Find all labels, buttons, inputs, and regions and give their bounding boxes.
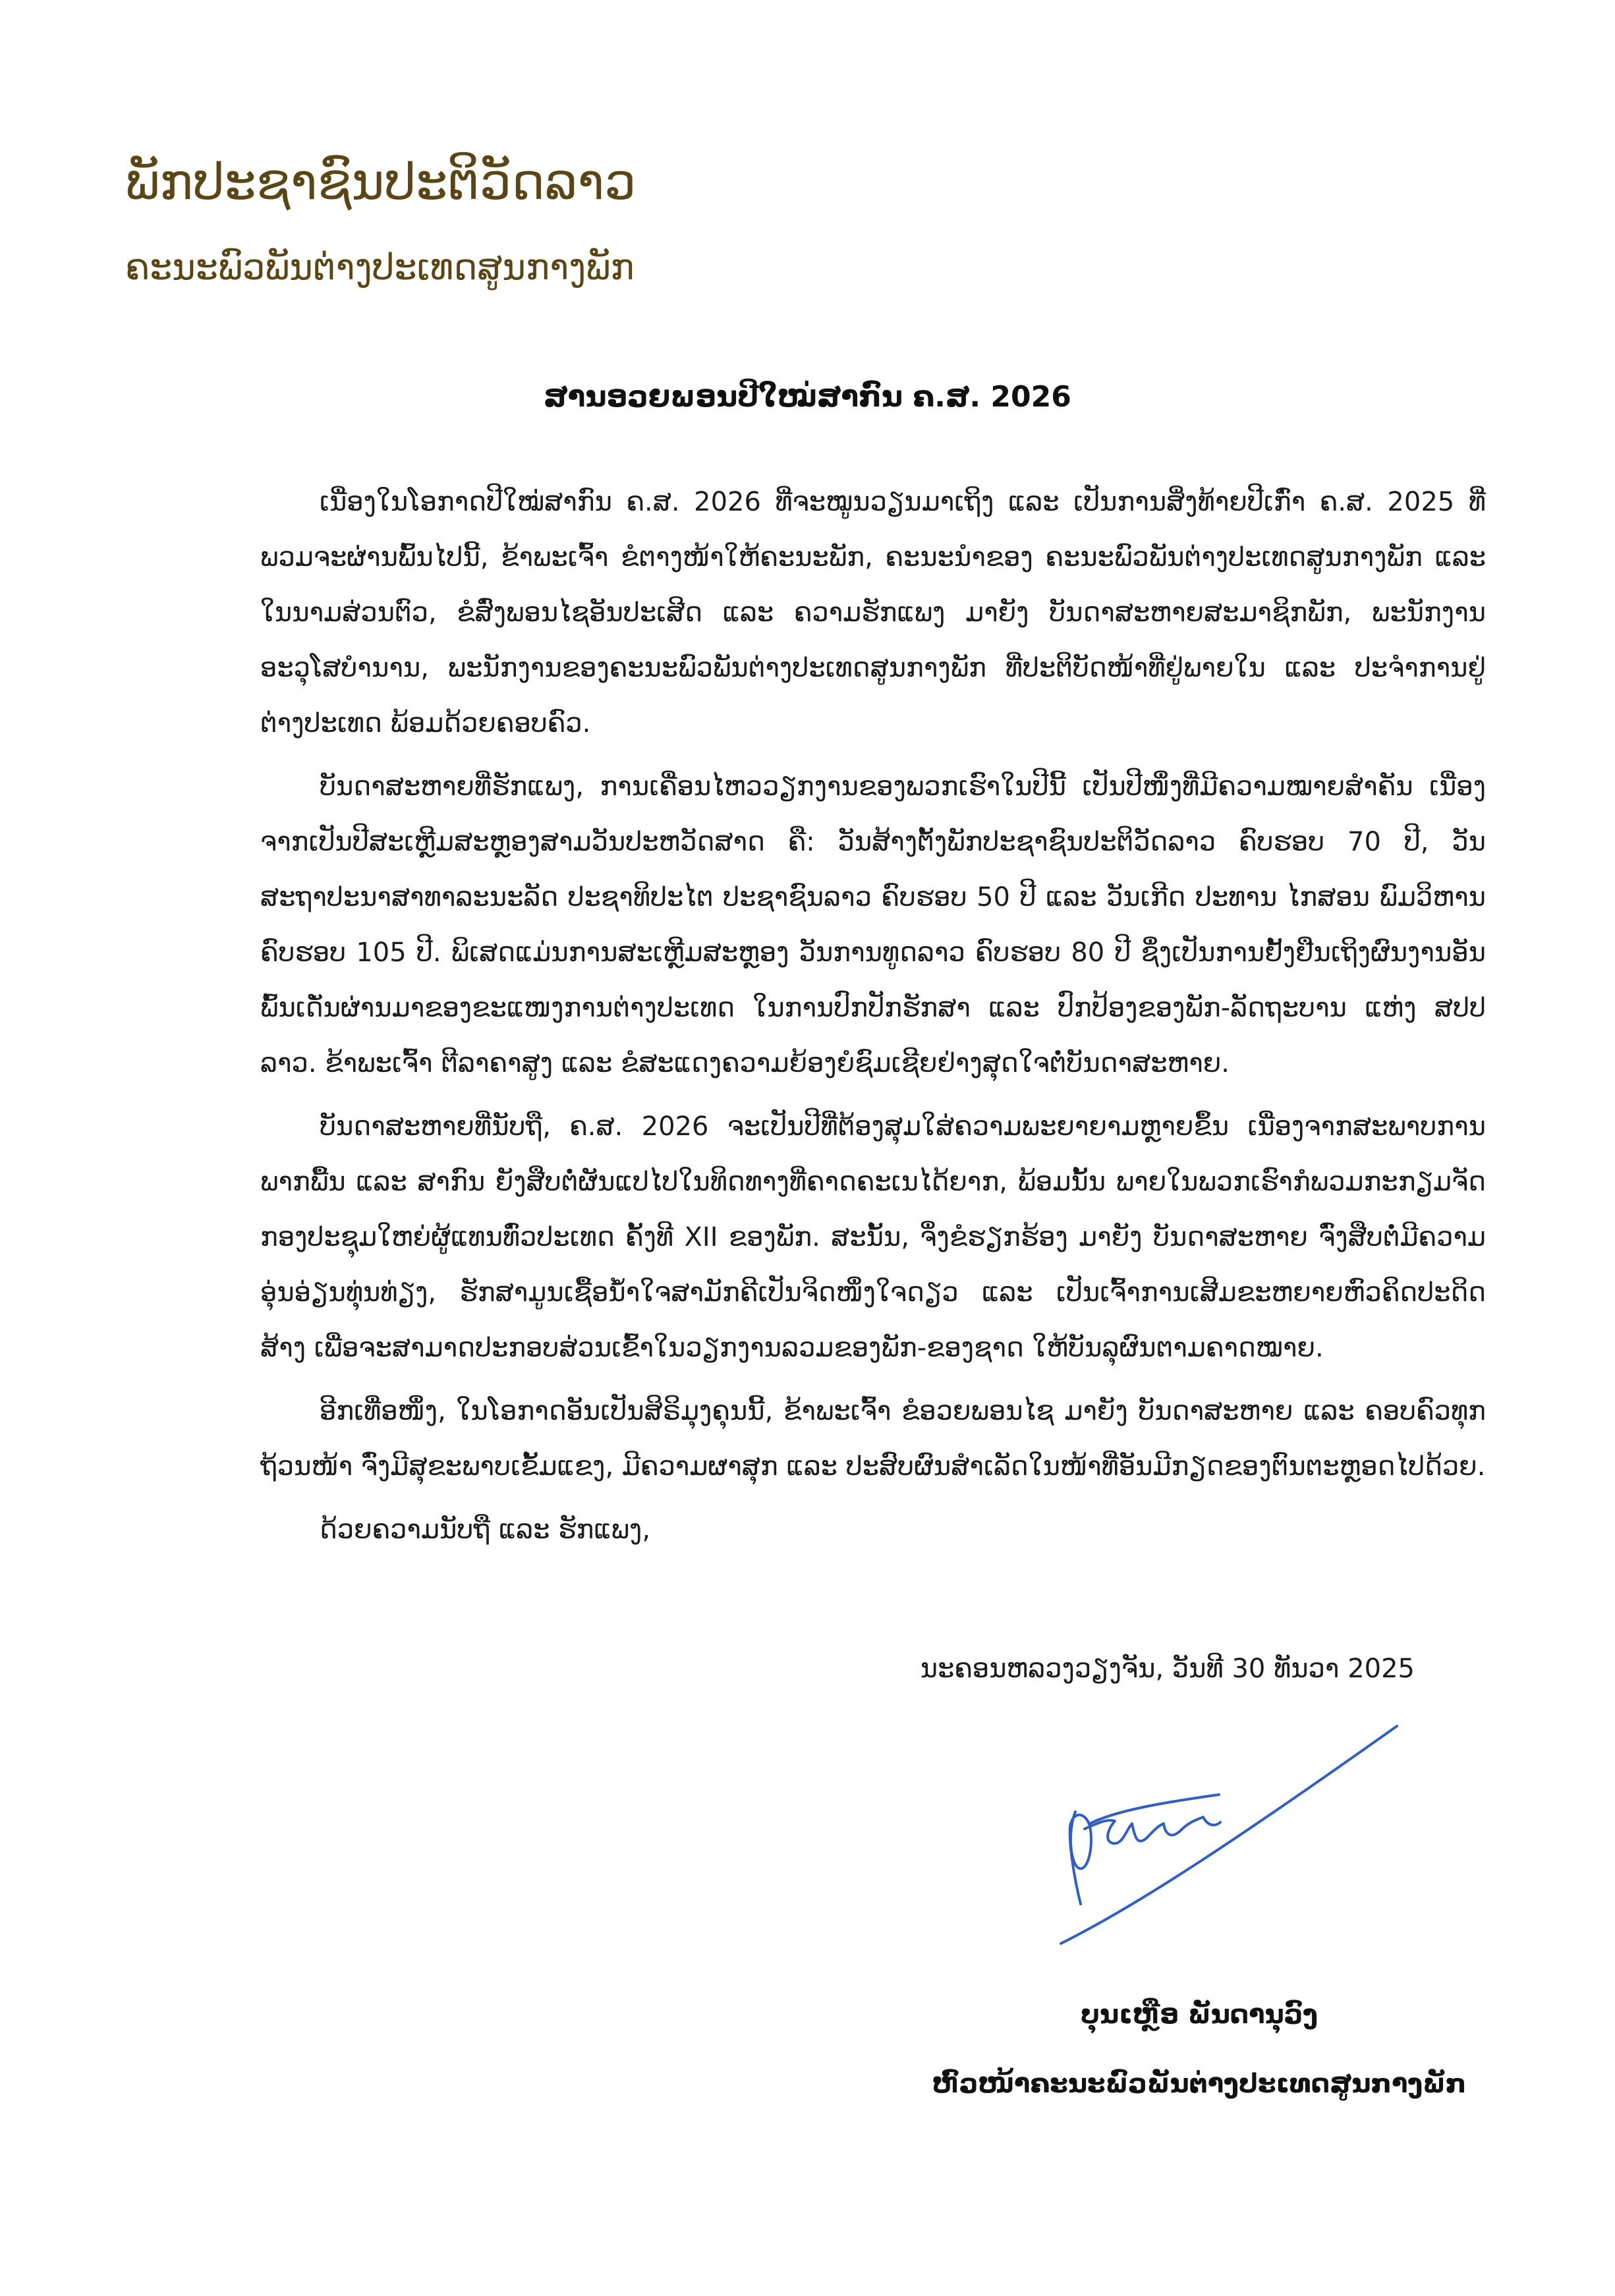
paragraph-1: ເນື່ອງໃນໂອກາດປີໃໝ່ສາກົນ ຄ.ສ. 2026 ທີ່ຈະໝູນວຽນມາເຖິງ ແລະ ເປັນການສິ່ງທ້າຍປີເກົ່າ ຄ.ສ. 2025 ທີ່ພວມຈະຜ່ານພົ້ນໄປນີ້, ຂ້າພະເຈົ້າ ຂໍຕາງໜ້າໃຫ້ຄະນະພັກ, ຄະນະນຳຂອງ ຄະນະພົວພັນຕ່າງປະເທດສູນກາງພັກ ແລະ ໃນນາມສ່ວນຕົວ, ຂໍສົ່ງພອນໄຊອັນປະເສີດ ແລະ ຄວາມຮັກແພງ ມາຍັງ ບັນດາສະຫາຍສະມາຊິກພັກ, ພະນັກງານ ອະວຸໂສບຳນານ, ພະນັກງານຂອງຄະນະພົວພັນຕ່າງປະເທດສູນກາງພັກ ທີ່ປະຕິບັດໜ້າທີ່ຢູ່ພາຍໃນ ແລະ ປະຈຳການຢູ່ຕ່າງປະເທດ ພ້ອມດ້ວຍຄອບຄົວ. xyxy=(260,487,1486,739)
department-header: ຄະນະພົວພັນຕ່າງປະເທດສູນກາງພັກ xyxy=(125,246,635,288)
organization-header: ພັກປະຊາຊົນປະຕິວັດລາວ xyxy=(125,152,637,211)
signer-name: ບຸນເຫຼືອ ພັນດານຸວົງ xyxy=(1080,2000,1318,2030)
paragraph-2: ບັນດາສະຫາຍທີ່ຮັກແພງ, ການເຄື່ອນໄຫວວຽກງານຂອງພວກເຮົາໃນປີນີ້ ເປັນປີໜຶ່ງທີ່ມີຄວາມໝາຍສຳຄັນ ເນື່ອງຈາກເປັນປີສະເຫຼີມສະຫຼອງສາມວັນປະຫວັດສາດ ຄື: ວັນສ້າງຕັ້ງພັກປະຊາຊົນປະຕິວັດລາວ ຄົບຮອບ 70 ປີ, ວັນສະຖາປະນາສາທາລະນະລັດ ປະຊາທິປະໄຕ ປະຊາຊົນລາວ ຄົບຮອບ 50 ປີ ແລະ ວັນເກີດ ປະທານ ໄກສອນ ພົມວິຫານ ຄົບຮອບ 105 ປີ. ພິເສດແມ່ນການສະເຫຼີມສະຫຼອງ ວັນການທູດລາວ ຄົບຮອບ 80 ປີ ຊຶ່ງເປັນການຢັ້ງຢືນເຖິງຜົນງານອັນພົ້ນເດັ່ນຜ່ານມາຂອງຂະແໜງການຕ່າງປະເທດ ໃນການປົກປັກຮັກສາ ແລະ ປົກປ້ອງຂອງພັກ-ລັດຖະບານ ແຫ່ງ ສປປ ລາວ. ຂ້າພະເຈົ້າ ຕີລາຄາສູງ ແລະ ຂໍສະແດງຄວາມຍ້ອງຍໍຊົມເຊີຍຢ່າງສຸດໃຈຕໍ່ບັນດາສະຫາຍ. xyxy=(260,771,1486,1078)
handwritten-signature xyxy=(1041,1713,1410,1963)
closing-salutation: ດ້ວຍຄວາມນັບຖື ແລະ ຮັກແພງ, xyxy=(320,1515,651,1545)
place-and-date: ນະຄອນຫລວງວຽງຈັນ, ວັນທີ 30 ທັນວາ 2025 xyxy=(920,1654,1415,1684)
letter-body xyxy=(260,474,1486,1557)
document-title: ສານອວຍພອນປີໃໝ່ສາກົນ ຄ.ສ. 2026 xyxy=(544,380,1071,414)
paragraph-4: ອີກເທື່ອໜຶ່ງ, ໃນໂອກາດອັນເປັນສິຣິມຸງຄຸນນີ້, ຂ້າພະເຈົ້າ ຂໍອວຍພອນໄຊ ມາຍັງ ບັນດາສະຫາຍ ແລະ ຄອບຄົວທຸກຖ້ວນໜ້າ ຈົ່ງມີສຸຂະພາບເຂັ້ມແຂງ, ມີຄວາມຜາສຸກ ແລະ ປະສົບຜົນສຳເລັດໃນໜ້າທີ່ອັນມີກຽດຂອງຕົນຕະຫຼອດໄປດ້ວຍ. xyxy=(260,1396,1486,1482)
signer-title: ຫົວໜ້າຄະນະພົວພັນຕ່າງປະເທດສູນກາງພັກ xyxy=(932,2069,1467,2099)
paragraph-3: ບັນດາສະຫາຍທີ່ນັບຖື, ຄ.ສ. 2026 ຈະເປັນປີທີ່ຕ້ອງສຸມໃສ່ຄວາມພະຍາຍາມຫຼາຍຂຶ້ນ ເນື່ອງຈາກສະພາບການພາກພື້ນ ແລະ ສາກົນ ຍັງສືບຕໍ່ຜັນແປໄປໃນທິດທາງທີ່ຄາດຄະເນໄດ້ຍາກ, ພ້ອມນັ້ນ ພາຍໃນພວກເຮົາກໍພວມກະກຽມຈັດກອງປະຊຸມໃຫຍ່ຜູ້ແທນທົ່ວປະເທດ ຄັ້ງທີ XII ຂອງພັກ. ສະນັ້ນ, ຈຶ່ງຂໍຮຽກຮ້ອງ ມາຍັງ ບັນດາສະຫາຍ ຈົ່ງສືບຕໍ່ມີຄວາມອຸ່ນອ່ຽນທຸ່ນທ່ຽງ, ຮັກສາມູນເຊື້ອນ້ຳໃຈສາມັກຄີເປັນຈິດໜຶ່ງໃຈດຽວ ແລະ ເປັນເຈົ້າການເສີມຂະຫຍາຍຫົວຄິດປະດິດສ້າງ ເພື່ອຈະສາມາດປະກອບສ່ວນເຂົ້າໃນວຽກງານລວມຂອງພັກ-ຂອງຊາດ ໃຫ້ບັນລຸຜົນຕາມຄາດໝາຍ. xyxy=(260,1111,1486,1363)
